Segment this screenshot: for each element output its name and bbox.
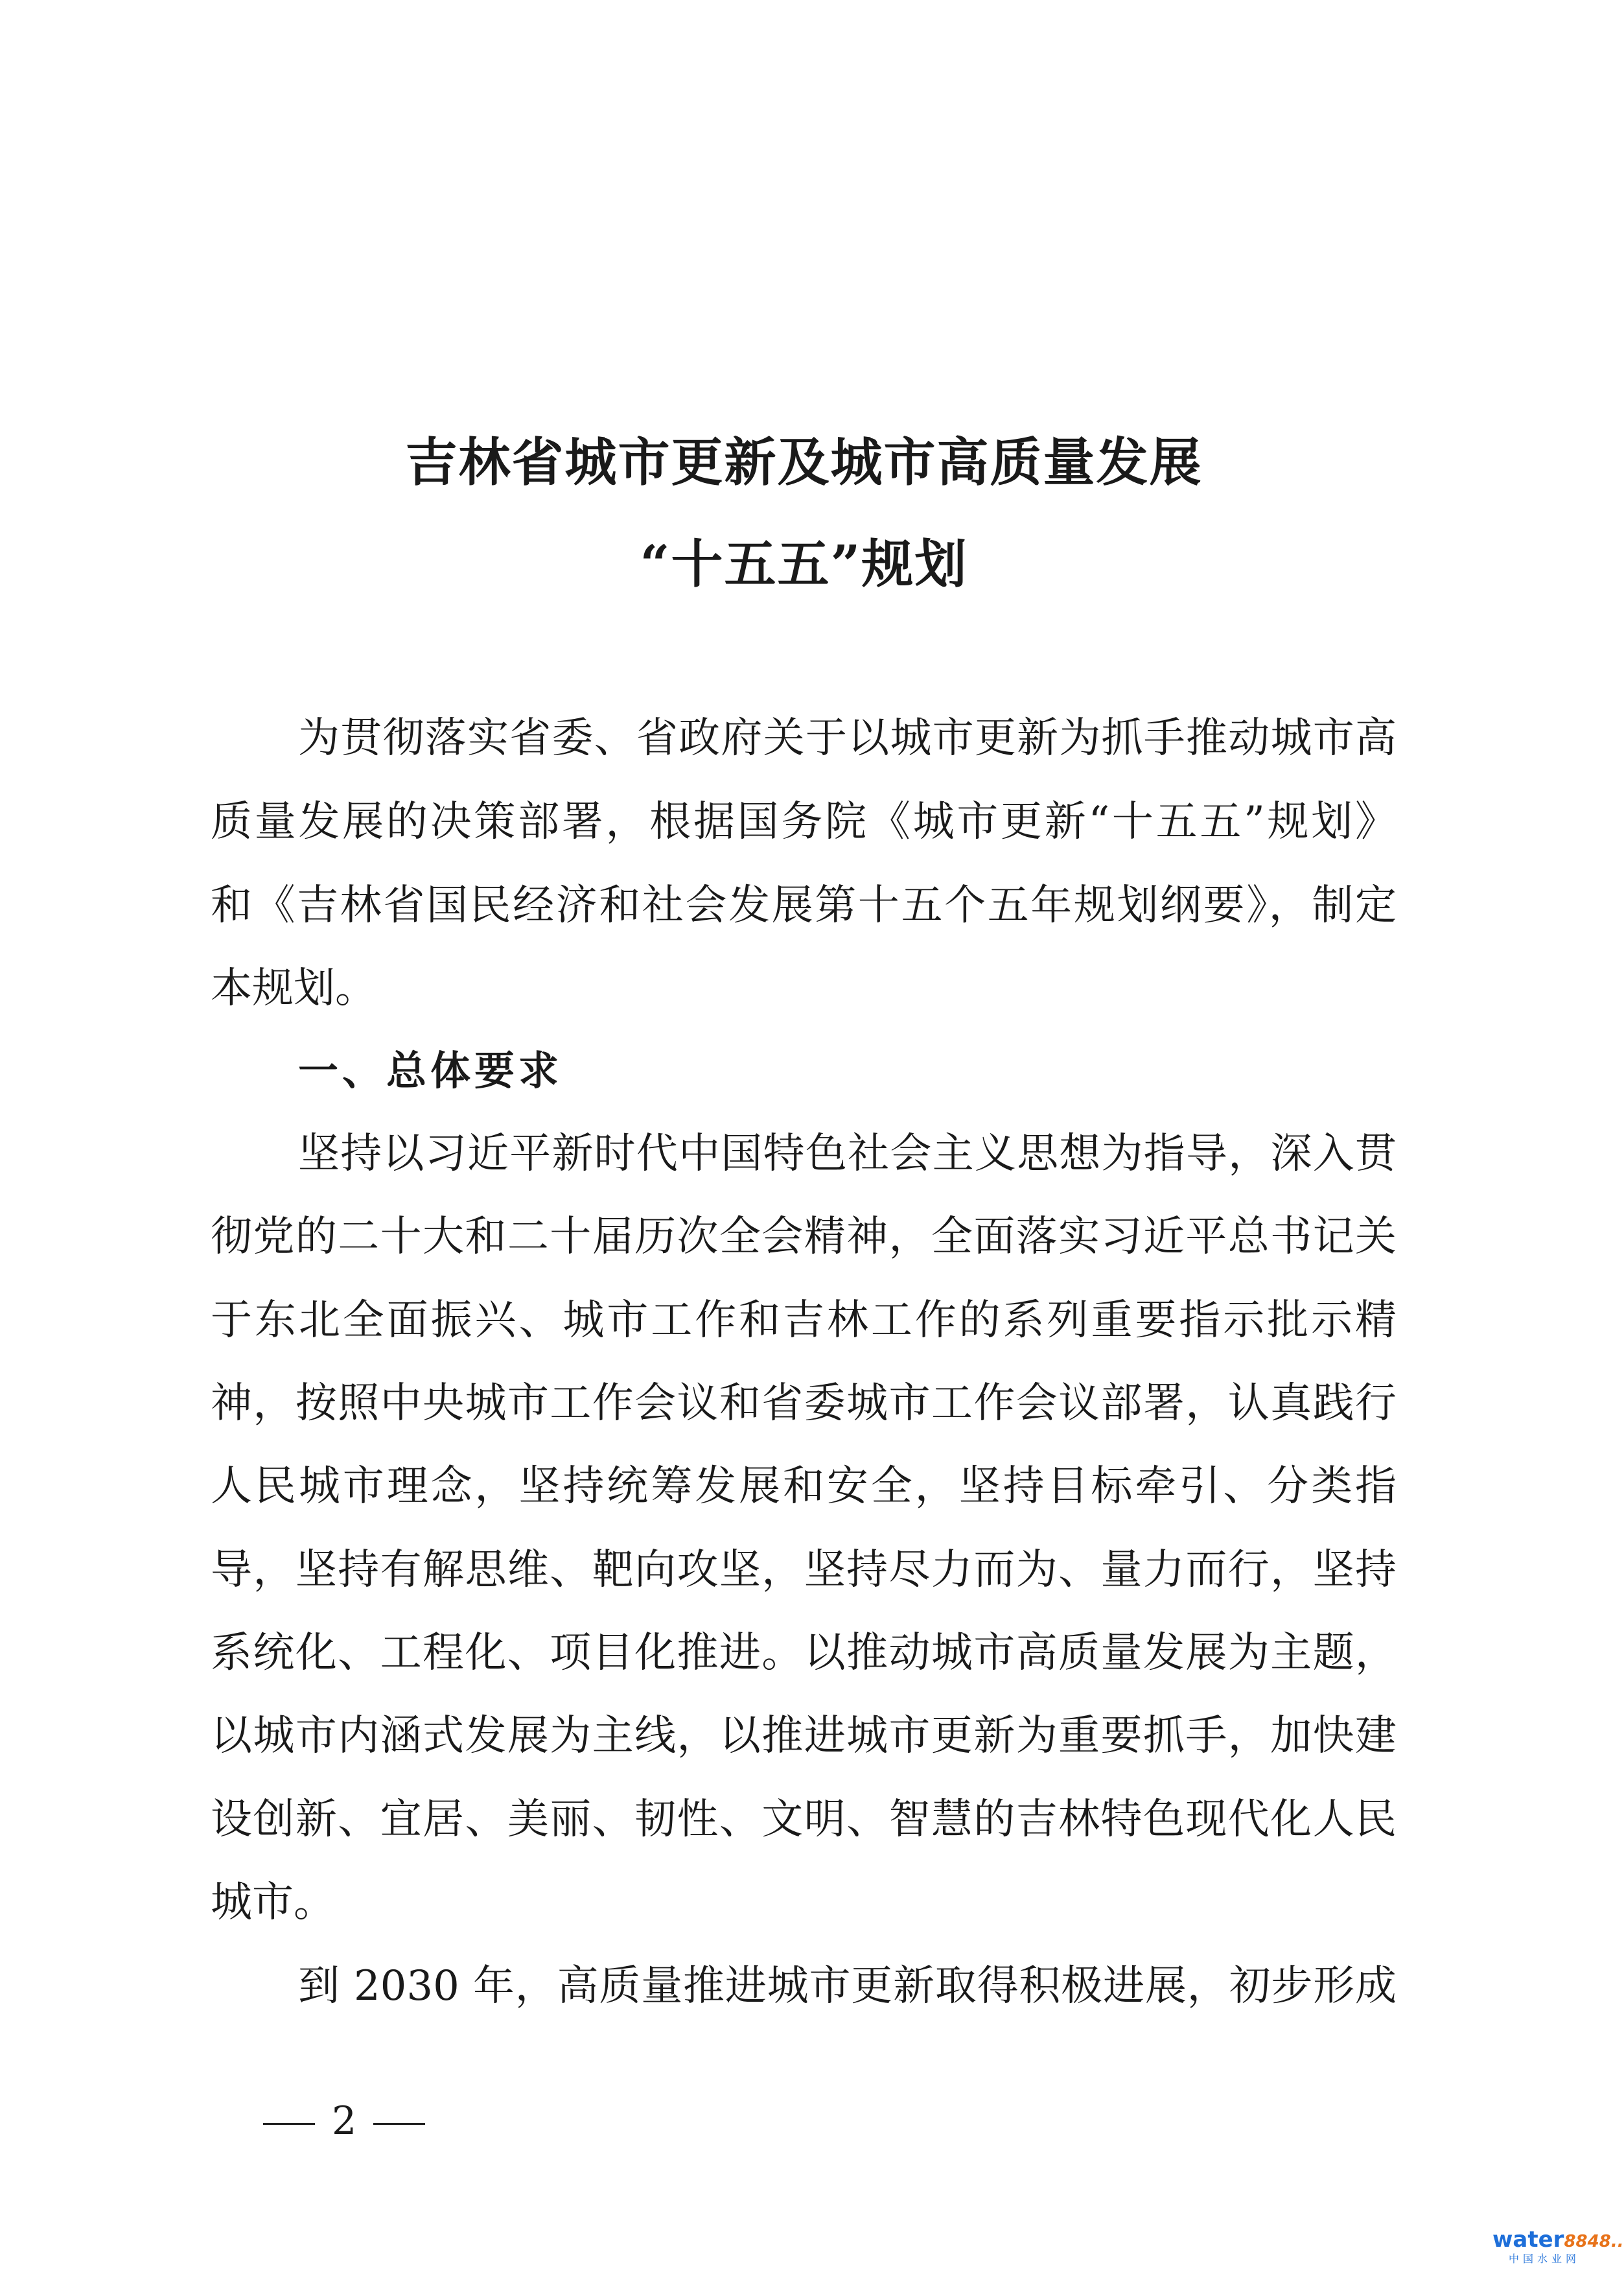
- page-number-dash-right: [373, 2123, 425, 2125]
- document-title-line-1: 吉林省城市更新及城市高质量发展: [405, 432, 1203, 493]
- section-paragraph-line: 导，坚持有解思维、靶向攻坚，坚持尽力而为、量力而行，坚持: [211, 1546, 1397, 1594]
- watermark-brand-suffix: ..: [1610, 2232, 1624, 2251]
- watermark-subtitle: 中国水业网: [1508, 2253, 1580, 2265]
- intro-paragraph-line: 为贯彻落实省委、省政府关于以城市更新为抓手推动城市高: [298, 714, 1397, 762]
- page-number-dash-left: [263, 2123, 315, 2125]
- section-paragraph-line: 人民城市理念，坚持统筹发展和安全，坚持目标牵引、分类指: [211, 1462, 1397, 1510]
- section-heading: 一、总体要求: [298, 1047, 563, 1094]
- intro-paragraph-line: 本规划。: [211, 965, 377, 1013]
- watermark-brand: [1492, 2227, 1624, 2253]
- section-paragraph-line: 以城市内涵式发展为主线，以推进城市更新为重要抓手，加快建: [211, 1712, 1397, 1760]
- next-paragraph-line: 到 2030 年，高质量推进城市更新取得积极进展，初步形成: [298, 1962, 1397, 2010]
- document-title-line-2: “十五五”规划: [640, 533, 968, 594]
- section-paragraph-line: 坚持以习近平新时代中国特色社会主义思想为指导，深入贯: [298, 1130, 1397, 1178]
- page-number-value: 2: [332, 2098, 357, 2144]
- section-paragraph-line: 城市。: [211, 1879, 335, 1927]
- section-paragraph-line: 设创新、宜居、美丽、韧性、文明、智慧的吉林特色现代化人民: [211, 1796, 1397, 1844]
- watermark-brand-letters: water: [1492, 2227, 1564, 2253]
- site-watermark-logo: [1492, 2227, 1624, 2265]
- section-paragraph-line: 神，按照中央城市工作会议和省委城市工作会议部署，认真践行: [211, 1379, 1397, 1427]
- section-paragraph-line: 彻党的二十大和二十届历次全会精神，全面落实习近平总书记关: [211, 1213, 1397, 1261]
- page-number: [246, 2095, 442, 2147]
- section-paragraph-line: 系统化、工程化、项目化推进。以推动城市高质量发展为主题，: [211, 1629, 1397, 1677]
- intro-paragraph-line: 和《吉林省国民经济和社会发展第十五个五年规划纲要》，制定: [211, 882, 1397, 930]
- intro-paragraph-line: 质量发展的决策部署，根据国务院《城市更新“十五五”规划》: [211, 798, 1397, 846]
- section-paragraph-line: 于东北全面振兴、城市工作和吉林工作的系列重要指示批示精: [211, 1296, 1397, 1344]
- watermark-brand-number: 8848: [1564, 2232, 1611, 2251]
